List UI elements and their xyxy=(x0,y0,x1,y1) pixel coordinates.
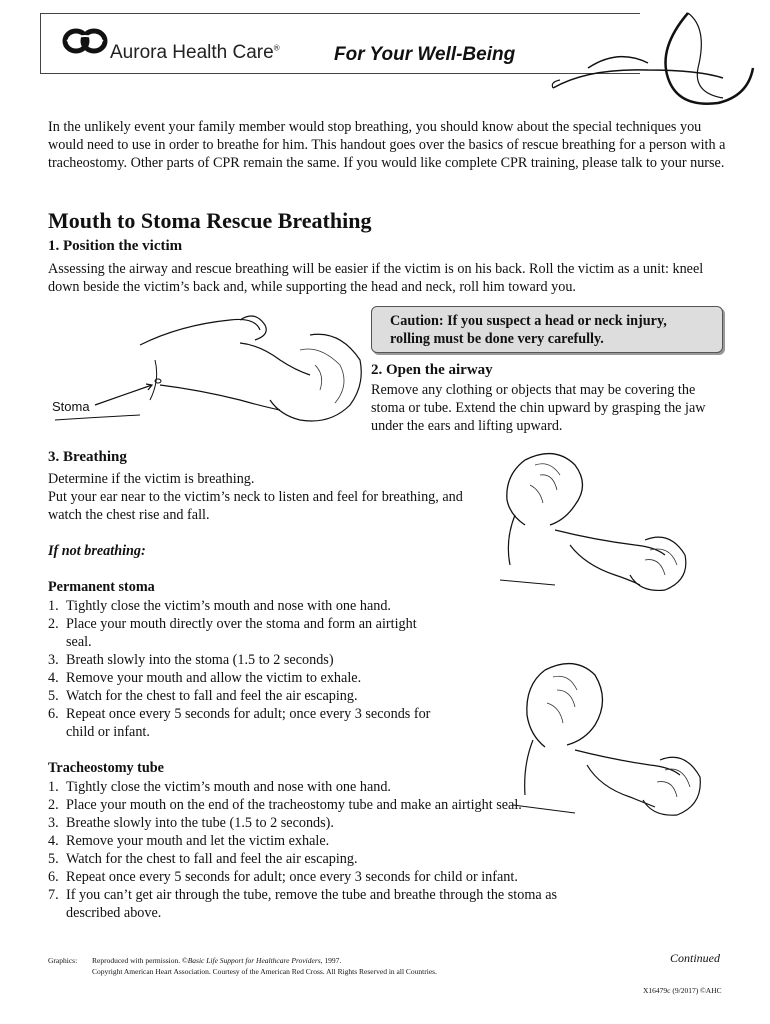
caution-box xyxy=(371,306,723,353)
caution-line-2: rolling must be done very carefully. xyxy=(390,331,604,347)
list-item xyxy=(48,651,443,669)
tracheostomy-list xyxy=(48,778,608,922)
document-code: X16479c (9/2017) ©AHC xyxy=(643,986,722,995)
brand-name: Aurora Health Care® xyxy=(110,42,280,63)
list-item-text: Watch for the chest to fall and feel the air escaping. xyxy=(66,851,358,867)
section1-text: Assessing the airway and rescue breathing will be easier if the victim is on his back. Roll the victim as a unit: kneel down beside the victim’s back and, while supporting the head and neck, roll him toward you. xyxy=(48,261,704,295)
list-item xyxy=(48,778,608,796)
list-item-number: 6. xyxy=(48,869,59,885)
list-item-number: 5. xyxy=(48,688,59,704)
aurora-logo-icon xyxy=(62,27,108,55)
caution-line-1: Caution: If you suspect a head or neck injury, xyxy=(390,313,667,329)
tracheostomy-heading: Tracheostomy tube xyxy=(48,760,164,776)
list-item xyxy=(48,832,608,850)
list-item xyxy=(48,850,608,868)
listen-breathing-illustration xyxy=(495,445,695,595)
graphics-credit: Reproduced with permission. ©Basic Life Support for Healthcare Providers, 1997. xyxy=(92,956,342,965)
permanent-stoma-list xyxy=(48,597,443,741)
list-item-number: 4. xyxy=(48,670,59,686)
list-item-text: Tightly close the victim’s mouth and nose with one hand. xyxy=(66,779,391,795)
list-item xyxy=(48,615,443,651)
section3-line1: Determine if the victim is breathing. xyxy=(48,471,255,487)
list-item-text: Breathe slowly into the tube (1.5 to 2 seconds). xyxy=(66,815,334,831)
tagline: For Your Well-Being xyxy=(334,44,516,65)
list-item xyxy=(48,705,443,741)
list-item-number: 6. xyxy=(48,706,59,722)
intro-paragraph: In the unlikely event your family member would stop breathing, you should know about the special techniques you would need to use in order to breathe for him. This handout goes over the basics of rescue breathing for a person with a tracheostomy. Other parts of CPR remain the same. If you would like complete CPR training, please talk to your nurse. xyxy=(48,119,726,171)
list-item-text: Place your mouth on the end of the tracheostomy tube and make an airtight seal. xyxy=(66,797,522,813)
if-not-breathing: If not breathing: xyxy=(48,543,146,559)
list-item-text: Remove your mouth and allow the victim to exhale. xyxy=(66,670,362,686)
list-item xyxy=(48,669,443,687)
list-item-number: 5. xyxy=(48,851,59,867)
list-item-number: 3. xyxy=(48,815,59,831)
calligraphic-a-icon xyxy=(548,8,763,113)
list-item-number: 2. xyxy=(48,616,59,632)
stoma-label: Stoma xyxy=(52,399,90,414)
list-item-number: 4. xyxy=(48,833,59,849)
copyright-line: Copyright American Heart Association. Courtesy of the American Red Cross. All Rights Reserved in all Countries. xyxy=(92,967,437,976)
list-item xyxy=(48,597,443,615)
list-item xyxy=(48,687,443,705)
list-item-text: Breath slowly into the stoma (1.5 to 2 seconds) xyxy=(66,652,334,668)
list-item-number: 3. xyxy=(48,652,59,668)
graphics-label: Graphics: xyxy=(48,956,78,965)
list-item-number: 7. xyxy=(48,887,59,903)
page-title: Mouth to Stoma Rescue Breathing xyxy=(48,208,372,233)
list-item-text: Repeat once every 5 seconds for adult; once every 3 seconds for child or infant. xyxy=(66,869,518,885)
section2-text: Remove any clothing or objects that may be covering the stoma or tube. Extend the chin upward by grasping the jaw under the ears and lifting upward. xyxy=(371,382,706,434)
list-item xyxy=(48,886,608,922)
permanent-stoma-heading: Permanent stoma xyxy=(48,579,155,595)
list-item-text: Tightly close the victim’s mouth and nose with one hand. xyxy=(66,598,391,614)
list-item-text: Remove your mouth and let the victim exhale. xyxy=(66,833,330,849)
list-item xyxy=(48,868,608,886)
section3-line2: Put your ear near to the victim’s neck to listen and feel for breathing, and watch the chest rise and fall. xyxy=(48,489,463,523)
list-item-text: Watch for the chest to fall and feel the air escaping. xyxy=(66,688,358,704)
section1-heading: 1. Position the victim xyxy=(48,238,183,254)
list-item-text: If you can’t get air through the tube, remove the tube and breathe through the stoma as described above. xyxy=(66,887,558,921)
section3-heading: 3. Breathing xyxy=(48,449,127,465)
continued-label: Continued xyxy=(670,951,720,965)
list-item-text: Repeat once every 5 seconds for adult; once every 3 seconds for child or infant. xyxy=(66,706,431,740)
list-item-number: 2. xyxy=(48,797,59,813)
section2-heading: 2. Open the airway xyxy=(371,362,493,378)
list-item-number: 1. xyxy=(48,779,59,795)
list-item-number: 1. xyxy=(48,598,59,614)
list-item xyxy=(48,796,608,814)
list-item xyxy=(48,814,608,832)
list-item-text: Place your mouth directly over the stoma and form an airtight seal. xyxy=(66,616,417,650)
